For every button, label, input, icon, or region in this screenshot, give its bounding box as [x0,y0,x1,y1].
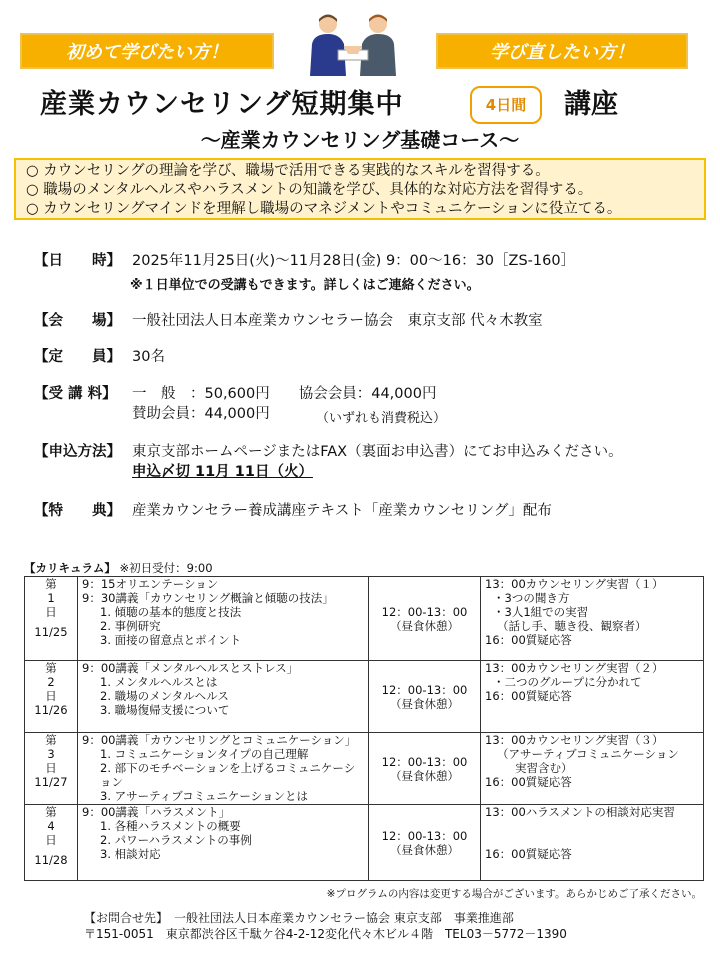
lunch-time: 12：00-13：00 [381,828,468,843]
am-line: 1. 傾聴の基本的態度と技法 [100,605,242,619]
apply-label: 【申込方法】 [34,444,121,460]
am-line: 9：30講義「カウンセリング概論と傾聴の技法」 [82,591,334,605]
objective-item: ○ カウンセリングマインドを理解し職場のマネジメントやコミュニケーションに役立てる。 [26,201,622,217]
afternoon-cell [481,733,704,805]
am-line: 1. メンタルヘルスとは [100,675,218,689]
am-line: 2. 部下のモチベーションを上げるコミュニケーション [100,761,356,789]
table-row [25,577,704,661]
objective-item: ○ 職場のメンタルヘルスやハラスメントの知識を学び、具体的な対応方法を習得する。 [26,182,593,198]
days-badge: 4日間 [470,86,542,124]
pm-line: 実習含む） [515,761,573,775]
pm-line: 16：00質疑応答 [485,689,572,703]
day-date: 11/27 [34,775,68,789]
morning-cell [78,805,369,881]
day-char: 第 [45,661,57,675]
day-date: 11/28 [34,853,68,867]
pm-line: 16：00質疑応答 [485,847,572,861]
am-line: 3. アサーティブコミュニケーションとは [100,789,308,803]
am-line: 3. 面接の留意点とポイント [100,633,242,647]
contact-info [84,910,567,942]
lunch-time: 12：00-13：00 [381,604,468,619]
pm-line: 16：00質疑応答 [485,633,572,647]
lunch-label: （昼食休憩） [390,696,459,711]
capacity-value: 30名 [132,349,165,365]
day-date: 11/25 [34,625,68,639]
lunch-cell [369,733,481,805]
course-title-suffix: 講座 [564,89,618,120]
pm-line: 13：00ハラスメントの相談対応実習 [485,805,675,819]
am-line: 2. 事例研究 [100,619,161,633]
day-char: 日 [45,833,57,847]
fee-line1: 一 般 ：50,600円 協会会員：44,000円 [132,386,437,402]
date-value: 2025年11月25日(火)～11月28日(金) 9：00～16：30［ZS-160］ [132,253,576,269]
contact-line: 【お問合せ先】 一般社団法人日本産業カウンセラー協会 東京支部 事業推進部 [84,911,514,925]
day-number: 2 [47,675,55,689]
venue-row [34,312,543,331]
capacity-row [34,348,165,367]
day-char: 第 [45,733,57,747]
benefit-label: 【特 典】 [34,503,121,519]
course-title: 産業カウンセリング短期集中 [40,89,404,120]
am-line: 3. 相談対応 [100,847,161,861]
am-line: 2. パワーハラスメントの事例 [100,833,252,847]
am-line: 2. 職場のメンタルヘルス [100,689,229,703]
pm-spacer [485,833,699,847]
afternoon-cell [481,577,704,661]
am-line: 9：15オリエンテーション [82,577,219,591]
am-line: 9：00講義「カウンセリングとコミュニケーション」 [82,733,357,747]
reception-note: ※初日受付：9:00 [119,561,213,575]
fee-row [34,385,436,404]
day-cell [25,805,78,881]
morning-cell [78,661,369,733]
afternoon-cell [481,805,704,881]
fee-tax-note: （いずれも消費税込） [316,411,447,426]
pm-line: ・二つのグループに分かれて [493,675,642,689]
benefit-row [34,502,552,521]
apply-deadline: 申込〆切 11月 11日（火） [132,464,313,480]
day-number: 3 [47,747,55,761]
program-change-note: ※プログラムの内容は変更する場合がございます。あらかじめご了承ください。 [326,888,702,900]
pm-spacer [485,819,699,833]
day-char: 日 [45,689,57,703]
fee-line2: 賛助会員：44,000円 [132,406,270,422]
lunch-time: 12：00-13：00 [381,754,468,769]
lunch-cell [369,805,481,881]
pm-line: 13：00カウンセリング実習（３） [485,733,664,747]
pm-line: 13：00カウンセリング実習（２） [485,661,664,675]
day-date: 11/26 [34,703,68,717]
table-row [25,661,704,733]
am-line: 3. 職場復帰支援について [100,703,230,717]
curriculum-label: 【カリキュラム】 [24,561,116,575]
apply-value: 東京支部ホームページまたはFAX（裏面お申込書）にてお申込みください。 [132,444,623,460]
pm-line: （アサーティブコミュニケーション [497,747,679,761]
two-people-handshake-illustration [300,10,405,76]
day-char: 第 [45,577,57,591]
badge-relearners: 学び直したい方！ [436,33,688,69]
morning-cell [78,733,369,805]
venue-label: 【会 場】 [34,313,121,329]
lunch-label: （昼食休憩） [390,842,459,857]
capacity-label: 【定 員】 [34,349,121,365]
am-line: 9：00講義「ハラスメント」 [82,805,231,819]
date-row [34,252,575,271]
lunch-time: 12：00-13：00 [381,682,468,697]
date-label: 【日 時】 [34,253,121,269]
venue-value: 一般社団法人日本産業カウンセラー協会 東京支部 代々木教室 [132,313,543,329]
lunch-cell [369,661,481,733]
curriculum-header [24,560,213,576]
morning-cell [78,577,369,661]
apply-row [34,443,623,462]
pm-line: 13：00カウンセリング実習（１） [485,577,664,591]
curriculum-table [24,576,704,881]
lunch-label: （昼食休憩） [390,768,459,783]
day-char: 日 [45,761,57,775]
fee-label: 【受 講 料】 [34,386,117,402]
contact-line: 〒151-0051 東京都渋谷区千駄ケ谷4-2-12変化代々木ビル４階 TEL03－5772－1390 [84,927,567,941]
objective-item: ○ カウンセリングの理論を学び、職場で活用できる実践的なスキルを習得する。 [26,163,550,179]
day-number: 1 [47,591,55,605]
date-note: ※１日単位での受講もできます。詳しくはご連絡ください。 [130,278,480,293]
badge-beginners: 初めて学びたい方！ [20,33,274,69]
pm-line: ・3つの聞き方 [493,591,570,605]
day-cell [25,661,78,733]
day-number: 4 [47,819,55,833]
pm-line: 16：00質疑応答 [485,775,572,789]
fee-line2-row [132,405,270,424]
am-line: 1. コミュニケーションタイプの自己理解 [100,747,309,761]
lunch-cell [369,577,481,661]
table-row [25,805,704,881]
table-row [25,733,704,805]
objectives-box [14,158,706,220]
afternoon-cell [481,661,704,733]
day-char: 日 [45,605,57,619]
am-line: 1. 各種ハラスメントの概要 [100,819,241,833]
course-subtitle: ～産業カウンセリング基礎コース～ [200,128,520,152]
lunch-label: （昼食休憩） [390,618,459,633]
day-char: 第 [45,805,57,819]
pm-line: ・3人1組での実習 [493,605,589,619]
pm-line: （話し手、聴き役、観察者） [497,619,647,633]
benefit-value: 産業カウンセラー養成講座テキスト「産業カウンセリング」配布 [132,503,552,519]
day-cell [25,577,78,661]
am-line: 9：00講義「メンタルヘルスとストレス」 [82,661,299,675]
day-cell [25,733,78,805]
